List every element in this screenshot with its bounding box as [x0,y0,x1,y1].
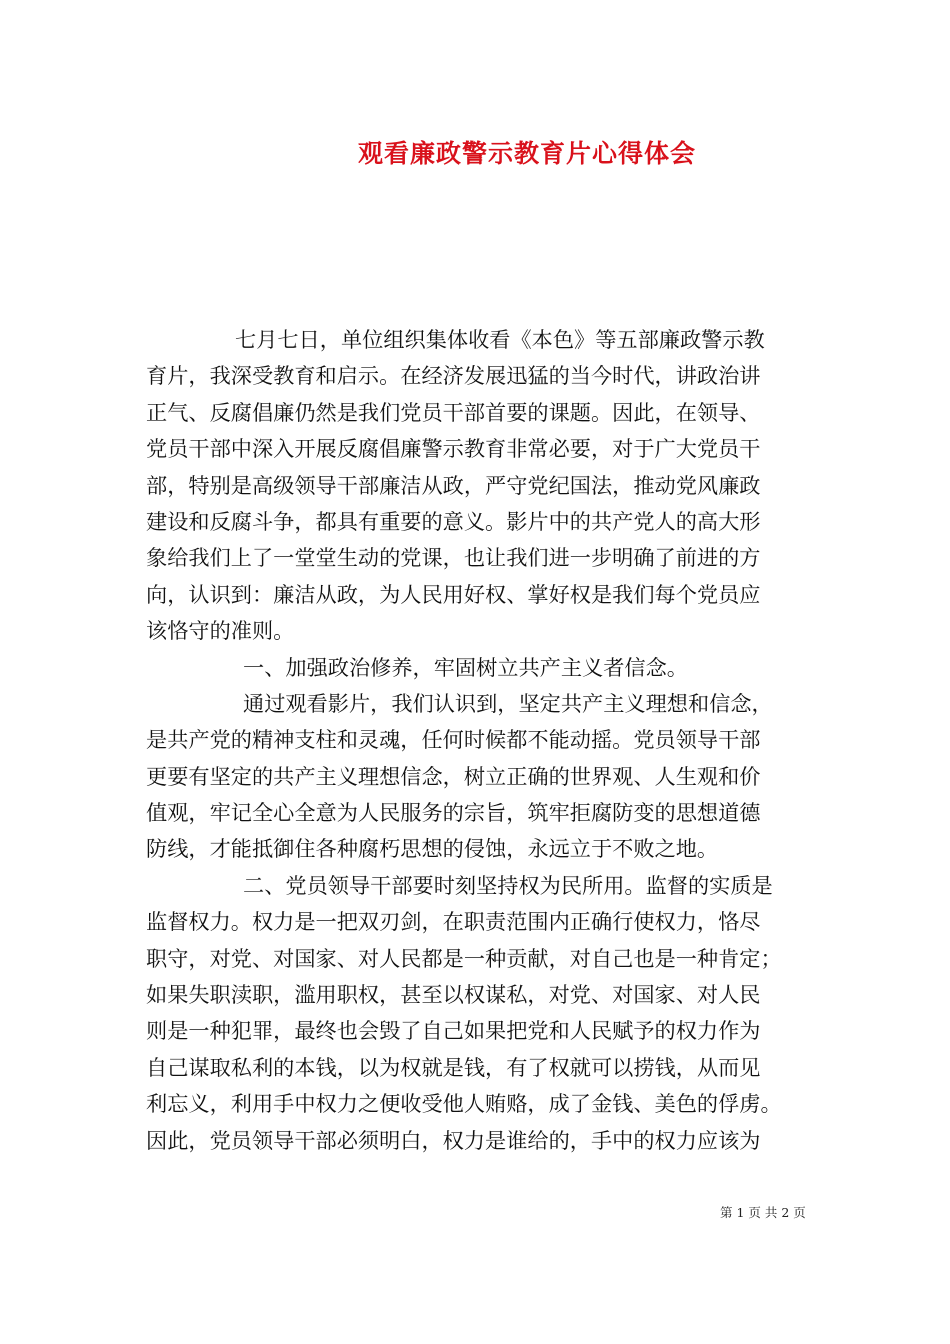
document-title: 观看廉政警示教育片心得体会 [357,139,696,168]
paragraph-line: 建设和反腐斗争，都具有重要的意义。影片中的共产党人的高大形 [146,508,761,534]
paragraph-line: 正气、反腐倡廉仍然是我们党员干部首要的课题。因此，在领导、 [146,399,761,425]
paragraph-line: 象给我们上了一堂堂生动的党课，也让我们进一步明确了前进的方 [146,545,761,571]
paragraph-line: 职守，对党、对国家、对人民都是一种贡献，对自己也是一种肯定； [146,945,782,971]
paragraph-line: 育片，我深受教育和启示。在经济发展迅猛的当今时代，讲政治讲 [146,363,761,389]
paragraph-line: 则是一种犯罪，最终也会毁了自己如果把党和人民赋予的权力作为 [146,1018,761,1044]
paragraph-line: 七月七日，单位组织集体收看《本色》等五部廉政警示教 [235,327,765,352]
paragraph-line: 因此，党员领导干部必须明白，权力是谁给的，手中的权力应该为 [146,1127,761,1153]
paragraph-line: 如果失职渎职，滥用职权，甚至以权谋私，对党、对国家、对人民 [146,982,761,1008]
paragraph-line: 部，特别是高级领导干部廉洁从政，严守党纪国法，推动党风廉政 [146,472,761,498]
section-heading-1: 一、加强政治修养，牢固树立共产主义者信念。 [243,654,688,680]
paragraph-line: 是共产党的精神支柱和灵魂，任何时候都不能动摇。党员领导干部 [146,727,761,753]
paragraph-line: 该恪守的准则。 [146,618,295,644]
document-body [146,322,812,1159]
paragraph-line: 更要有坚定的共产主义理想信念，树立正确的世界观、人生观和价 [146,763,761,789]
page-number-footer: 第 1 页 共 2 页 [720,1205,806,1220]
paragraph-line: 自己谋取私利的本钱，以为权就是钱，有了权就可以捞钱，从而见 [146,1054,761,1080]
paragraph-line: 防线，才能抵御住各种腐朽思想的侵蚀，永远立于不败之地。 [146,836,719,862]
paragraph-line: 向，认识到：廉洁从政，为人民用好权、掌好权是我们每个党员应 [146,581,761,607]
section-heading-2: 二、党员领导干部要时刻坚持权为民所用。监督的实质是 [243,872,773,898]
paragraph-line: 通过观看影片，我们认识到，坚定共产主义理想和信念， [243,690,773,716]
paragraph-line: 值观，牢记全心全意为人民服务的宗旨，筑牢拒腐防变的思想道德 [146,800,761,826]
paragraph-line: 党员干部中深入开展反腐倡廉警示教育非常必要，对于广大党员干 [146,436,761,462]
paragraph-line: 监督权力。权力是一把双刃剑，在职责范围内正确行使权力，恪尽 [146,909,761,935]
paragraph-line: 利忘义，利用手中权力之便收受他人贿赂，成了金钱、美色的俘虏。 [146,1091,782,1117]
